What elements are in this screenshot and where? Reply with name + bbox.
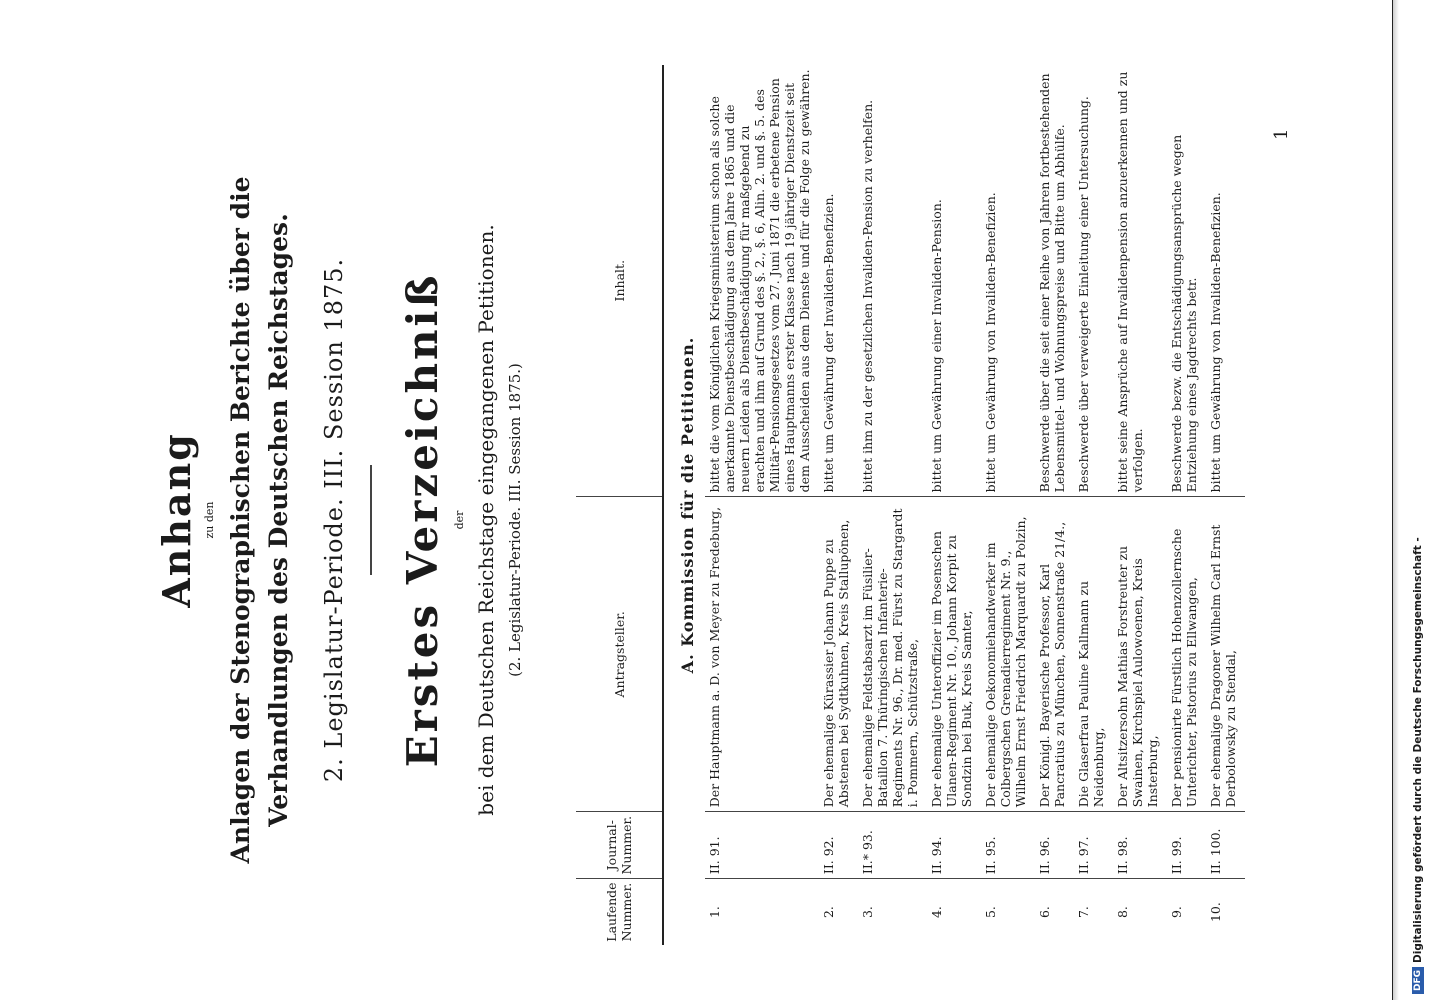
header-laufende-nummer: Laufende Nummer. [576,879,663,945]
heading-session: 2. Legislatur-Periode. III. Session 1875. [320,257,348,783]
cell-antragsteller: Der Hauptmann a. D. von Meyer zu Fredeburg, [705,497,819,812]
section-title: A. Kommission für die Petitionen. [678,336,697,674]
cell-jn: II. 96. [1035,812,1074,879]
title-separator [370,465,372,575]
cell-jn: II. 94. [927,812,981,879]
section-row [663,65,705,945]
digitization-credit [1408,6,1428,994]
cell-inhalt: bittet seine Ansprüche auf Invalidenpension anzuerkennen und zu verfolgen. [1113,65,1167,497]
cell-lfd: 3. [860,906,875,919]
title-block [36,40,524,1000]
heading-subtitle: Anlagen der Stenographischen Berichte über die Verhandlungen des Deutschen Reichstages. [226,176,293,864]
cell-antragsteller: Der ehemalige Feldstabsarzt im Füsilier-Bataillon 7. Thüringischen Infanterie-Regiments Nr. 96., Dr. med. Fürst zu Stargardt i. Pommern, Schützstraße, [858,497,927,812]
table-header-row [576,65,663,945]
cell-lfd: 2. [821,906,836,919]
cell-lfd: 8. [1115,906,1130,919]
digitization-text: Digitalisierung gefördert durch die Deutsche Forschungsgemeinschaft - [1412,537,1424,963]
table-row [927,65,981,945]
heading-petitions: bei dem Deutschen Reichstage eingegangenen Petitionen. [474,224,498,816]
cell-jn: II. 92. [819,812,858,879]
cell-jn: II. 97. [1074,812,1113,879]
heading-zu-den: zu den [203,501,216,539]
cell-inhalt: bittet die vom Königlichen Kriegsministerium schon als solche anerkannte Dienstbeschädigung aus dem Jahre 1865 und die neuern Leiden als Dienstbeschädigung für maßgebend zu erachten und ihm auf Grund des §. 2., §. 6, Alin. 2. und §. 5. des Militär-Pensionsgesetzes vom 27. Juni 1871 die erbetene Pension eines Hauptmanns erster Klasse nach 19 jähriger Dienstzeit seit dem Ausscheiden aus dem Dienste und für die Folge zu gewähren. [705,65,819,497]
cell-lfd: 1. [707,906,722,919]
cell-jn: II. 95. [981,812,1035,879]
cell-lfd: 9. [1169,906,1184,919]
cell-jn: II. 98. [1113,812,1167,879]
cell-jn: II.* 93. [858,812,927,879]
table-row [1113,65,1167,945]
cell-antragsteller: Der Königl. Bayerische Professor, Karl Pancratius zu München, Sonnenstraße 21/4., [1035,497,1074,812]
cell-jn: II. 91. [705,812,819,879]
table-row [705,65,819,945]
heading-period-note: (2. Legislatur-Periode. III. Session 1875.) [506,363,524,677]
heading-der: der [453,510,466,530]
scan-edge-shadow [1393,0,1399,1000]
cell-lfd: 4. [929,906,944,919]
cell-antragsteller: Der ehemalige Dragoner Wilhelm Carl Ernst Derbolowsky zu Stendal, [1206,497,1245,812]
cell-inhalt: bittet um Gewährung von Invaliden-Benefizien. [1206,65,1245,497]
cell-inhalt: bittet um Gewährung der Invaliden-Benefizien. [819,65,858,497]
cell-antragsteller: Die Glaserfrau Pauline Kallmann zu Neidenburg, [1074,497,1113,812]
cell-inhalt: Beschwerde über verweigerte Einleitung einer Untersuchung. [1074,65,1113,497]
cell-lfd: 7. [1076,906,1091,919]
rotated-document-page [36,40,1376,1000]
table-row [981,65,1035,945]
heading-anhang: Anhang [154,432,199,608]
cell-antragsteller: Der ehemalige Oekonomiehandwerker im Colbergschen Grenadierregiment Nr. 9., Wilhelm Ernst Friedrich Marquardt zu Polzin, [981,497,1035,812]
cell-antragsteller: Der ehemalige Kürassier Johann Puppe zu Abstenen bei Sydtkuhnen, Kreis Stallupönen, [819,497,858,812]
cell-antragsteller: Der ehemalige Unteroffizier im Posenschen Ulanen-Regiment Nr. 10., Johann Korpit zu Sondzin bei Buk, Kreis Samter, [927,497,981,812]
cell-jn: II. 99. [1167,812,1206,879]
cell-antragsteller: Der Altsitzersohn Mathias Forstreuter zu Swainen, Kirchspiel Aulowoenen, Kreis Insterburg, [1113,497,1167,812]
cell-lfd: 5. [983,906,998,919]
table-row [858,65,927,945]
cell-inhalt: bittet um Gewährung einer Invaliden-Pension. [927,65,981,497]
header-antragsteller: Antragsteller. [576,497,663,812]
header-journal-nummer: Journal-Nummer. [576,812,663,879]
heading-verzeichnis: Erstes Verzeichniß [398,272,447,768]
cell-lfd: 10. [1208,902,1223,923]
cell-lfd: 6. [1037,906,1052,919]
dfg-logo: DFG [1412,967,1424,994]
cell-inhalt: bittet ihm zu der gesetzlichen Invaliden-Pension zu verhelfen. [858,65,927,497]
table-row [1074,65,1113,945]
cell-antragsteller: Der pensionirte Fürstlich Hohenzollernsche Unterichter, Pistorius zu Ellwangen, [1167,497,1206,812]
table-row [1035,65,1074,945]
table-row [1167,65,1206,945]
cell-inhalt: Beschwerde bezw. die Entschädigungsansprüche wegen Entziehung eines Jagdrechts betr. [1167,65,1206,497]
header-inhalt: Inhalt. [576,65,663,497]
petition-register-table [576,65,1245,945]
table-row [1206,65,1245,945]
page-number: 1 [1271,128,1292,140]
table-row [819,65,858,945]
cell-jn: II. 100. [1206,812,1245,879]
cell-inhalt: Beschwerde über die seit einer Reihe von Jahren fortbestehenden Lebensmittel- und Wohnungspreise und Bitte um Abhülfe. [1035,65,1074,497]
cell-inhalt: bittet um Gewährung von Invaliden-Benefizien. [981,65,1035,497]
